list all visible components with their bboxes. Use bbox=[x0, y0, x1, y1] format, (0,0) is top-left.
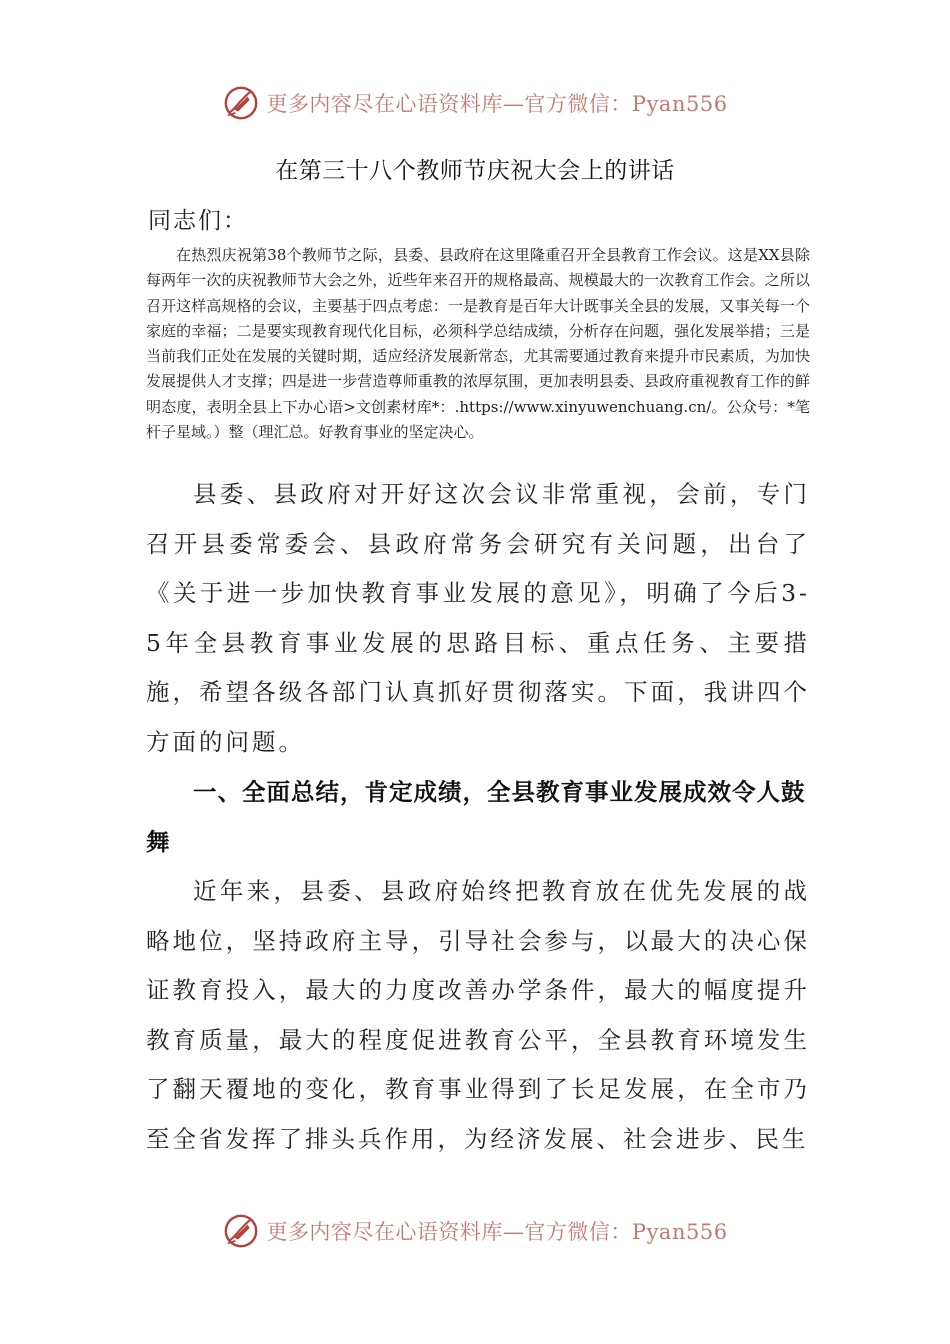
page-title: 在第三十八个教师节庆祝大会上的讲话 bbox=[275, 158, 675, 184]
body-paragraph-3: 近年来，县委、县政府始终把教育放在优先发展的战略地位，坚持政府主导，引导社会参与，以最大的决心保证教育投入，最大的力度改善办学条件，最大的幅度提升教育质量，最大的程度促进教育公平，全县教育环境发生了翻天覆地的变化，教育事业得到了长足发展，在全市乃至全省发挥了排头兵作用，为经济发展、社会进步、民生 bbox=[146, 877, 810, 1153]
footer-banner bbox=[0, 1206, 950, 1256]
salutation: 同志们： bbox=[148, 208, 248, 234]
section-heading-1: 一、全面总结，肯定成绩，全县教育事业发展成效令人鼓舞 bbox=[146, 778, 806, 856]
header-banner-text: 更多内容尽在心语资料库—官方微信：Pyan556 bbox=[266, 92, 728, 116]
header-banner bbox=[0, 78, 950, 128]
pen-logo-icon bbox=[222, 1212, 260, 1250]
pen-logo-icon bbox=[222, 84, 260, 122]
footer-banner-text: 更多内容尽在心语资料库—官方微信：Pyan556 bbox=[266, 1220, 728, 1244]
body-paragraph-2: 县委、县政府对开好这次会议非常重视，会前，专门召开县委常委会、县政府常务会研究有关问题，出台了《关于进一步加快教育事业发展的意见》，明确了今后3-5年全县教育事业发展的思路目标、重点任务、主要措施，希望各级各部门认真抓好贯彻落实。下面，我讲四个方面的问题。 bbox=[146, 480, 810, 756]
intro-paragraph: 在热烈庆祝第38个教师节之际，县委、县政府在这里隆重召开全县教育工作会议。这是XX县除每两年一次的庆祝教师节大会之外，近些年来召开的规格最高、规模最大的一次教育工作会。之所以召开这样高规格的会议，主要基于四点考虑：一是教育是百年大计既事关全县的发展，又事关每一个家庭的幸福；二是要实现教育现代化目标，必须科学总结成绩，分析存在问题，强化发展举措；三是当前我们正处在发展的关键时期，适应经济发展新常态，尤其需要通过教育来提升市民素质，为加快发展提供人才支撑；四是进一步营造尊师重教的浓厚氛围，更加表明县委、县政府重视教育工作的鲜明态度，表明全县上下办心语>文创素材库*：.https://www.xinyuwenchuang.cn/。公众号：*笔杆子星域。）整（理汇总。好教育事业的坚定决心。 bbox=[146, 246, 810, 442]
